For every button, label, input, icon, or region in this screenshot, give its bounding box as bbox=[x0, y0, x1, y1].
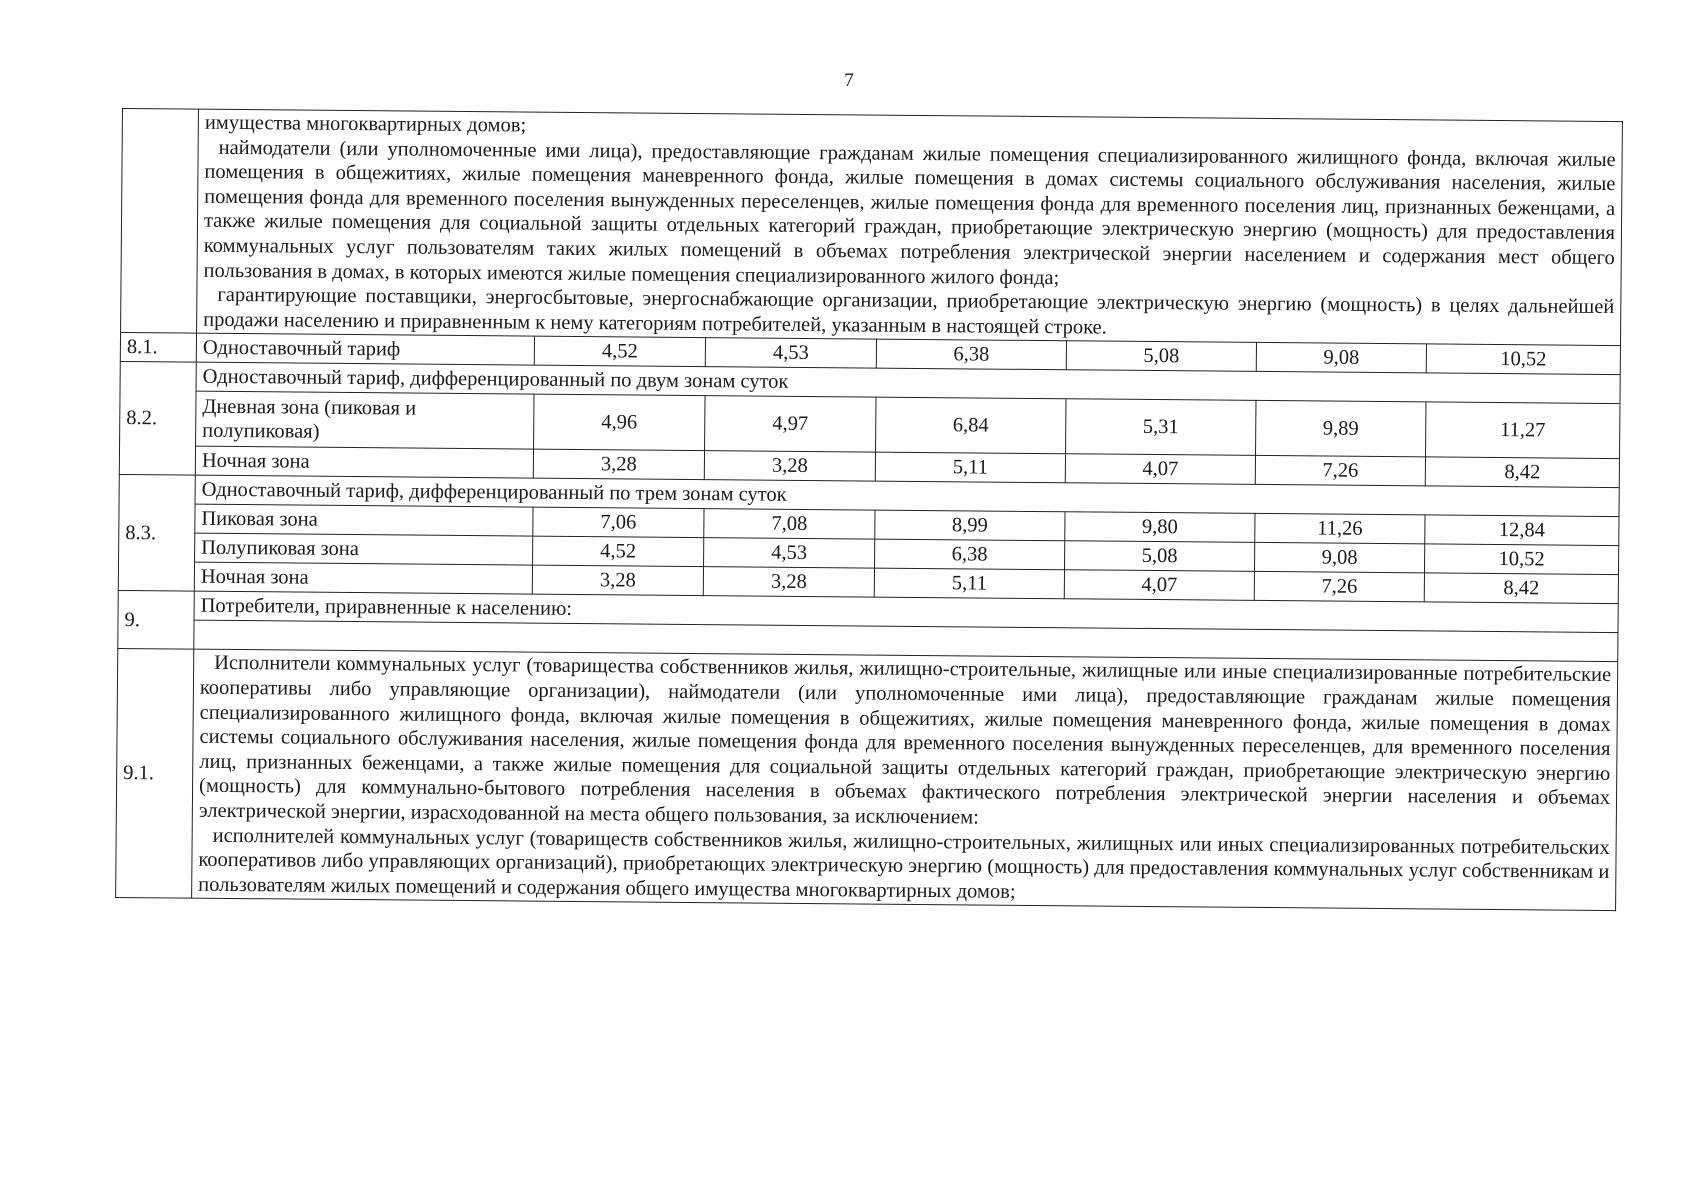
value-cell: 7,08 bbox=[704, 509, 875, 539]
row-9-1-text-cell bbox=[192, 649, 1618, 910]
section-header: Одноставочный тариф, дифференцированный по трем зонам суток bbox=[195, 475, 1619, 516]
value-cell: 11,27 bbox=[1426, 402, 1620, 459]
intro-paragraph: имущества многоквартирных домов; bbox=[204, 111, 527, 137]
value-cell: 8,42 bbox=[1425, 457, 1619, 488]
value-cell: 4,53 bbox=[704, 538, 875, 568]
value-cell: 3,28 bbox=[533, 449, 704, 479]
value-cell: 10,52 bbox=[1426, 344, 1620, 375]
value-cell: 9,08 bbox=[1254, 543, 1424, 573]
row-9-1-paragraph: Исполнители коммунальных услуг (товарищества собственников жилья, жилищно-строительные, жилищные или иные специализированные потребительские кооперативы либо управляющие организации), наймодатели (или уполномоченные ими лица), предоставляющие гражданам жилые помещения специализированного жилищного фонда, включая жилые помещения в общежитиях, жилые помещения маневренного фонда, жилые помещения в домах системы социального обслуживания населения, жилые помещения фонда для временного поселения вынужденных переселенцев, для временного поселения лиц, признанных беженцами, а также жилые помещения для социальной защиты отдельных категорий граждан, приобретающие электрическую энергию (мощность) для коммунально-бытового потребления населения в объемах фактического потребления электрической энергии населения и объемах электрической энергии, израсходованной на места общего пользования, за исключением: bbox=[198, 652, 1612, 829]
page-number: 7 bbox=[844, 70, 854, 91]
zone-label: Ночная зона bbox=[195, 446, 533, 478]
value-cell: 6,38 bbox=[876, 339, 1066, 370]
value-cell: 4,97 bbox=[705, 396, 876, 452]
row-number: 8.2. bbox=[119, 362, 196, 476]
zone-label: Дневная зона (пиковая и полупиковая) bbox=[196, 392, 534, 450]
value-cell: 9,80 bbox=[1065, 512, 1255, 543]
value-cell: 4,96 bbox=[534, 394, 705, 450]
section-header: Одноставочный тариф, дифференцированный по двум зонам суток bbox=[196, 363, 1620, 404]
intro-paragraph: наймодатели (или уполномоченные ими лица), предоставляющие гражданам жилые помещения специализированного жилищного фонда, включая жилые помещения в общежитиях, жилые помещения маневренного фонда, жилые помещения в домах системы социального обслуживания населения, жилые помещения фонда для временного поселения вынужденных переселенцев, жилые помещения фонда для временного поселения лиц, признанных беженцами, а также жилые помещения для социальной защиты отдельных категорий граждан, приобретающие электрическую энергию (мощность) для предоставления коммунальных услуг пользователям таких жилых помещений в объемах потребления электрической энергии населением и содержания мест общего пользования в домах, в которых имеются жилые помещения специализированного жилого фонда; bbox=[203, 136, 1616, 289]
value-cell: 5,11 bbox=[874, 568, 1064, 599]
value-cell: 9,08 bbox=[1256, 343, 1426, 373]
value-cell: 4,52 bbox=[534, 336, 705, 366]
value-cell: 3,28 bbox=[704, 451, 875, 481]
row-number-empty bbox=[121, 109, 199, 334]
table-row-9-1 bbox=[116, 649, 1618, 911]
value-cell: 4,53 bbox=[705, 338, 876, 368]
value-cell: 5,08 bbox=[1066, 341, 1256, 372]
value-cell: 5,08 bbox=[1065, 541, 1255, 572]
value-cell: 8,99 bbox=[875, 510, 1065, 541]
value-cell: 3,28 bbox=[703, 567, 874, 597]
tariff-table-sheet bbox=[115, 108, 1622, 911]
row-number: 9. bbox=[118, 591, 195, 650]
value-cell: 5,31 bbox=[1066, 399, 1256, 456]
zone-label: Пиковая зона bbox=[195, 504, 533, 536]
value-cell: 4,52 bbox=[533, 536, 704, 566]
value-cell: 9,89 bbox=[1256, 401, 1426, 457]
value-cell: 10,52 bbox=[1424, 544, 1618, 575]
row-9-1-paragraph: исполнителей коммунальных услуг (товариществ собственников жилья, жилищно-строительных, жилищных или иных специализированных потребительских кооперативов либо управляющих организаций), приобретающих электрическую энергию (мощность) для предоставления коммунальных услуг собственникам и пользователям жилых помещений и содержания общего имущества многоквартирных домов; bbox=[198, 824, 1610, 903]
tariff-table bbox=[115, 108, 1623, 911]
row-number: 8.1. bbox=[120, 333, 196, 363]
value-cell: 7,06 bbox=[533, 507, 704, 537]
value-cell: 4,07 bbox=[1064, 570, 1254, 601]
row-number: 8.3. bbox=[118, 475, 195, 592]
value-cell: 7,26 bbox=[1254, 572, 1424, 602]
value-cell: 6,38 bbox=[875, 539, 1065, 570]
intro-paragraph: гарантирующие поставщики, энергосбытовые, энергоснабжающие организации, приобретающие электрическую энергию (мощность) в целях дальнейшей продажи населению и приравненным к нему категориям потребителей, указанным в настоящей строке. bbox=[203, 283, 1615, 339]
value-cell: 11,26 bbox=[1255, 514, 1425, 544]
section-header: Потребители, приравненные к населению: bbox=[194, 591, 1618, 632]
value-cell: 5,11 bbox=[875, 452, 1065, 483]
value-cell: 3,28 bbox=[532, 565, 703, 595]
table-row-intro bbox=[121, 109, 1623, 346]
zone-label: Полупиковая зона bbox=[195, 533, 533, 565]
row-number: 9.1. bbox=[116, 649, 194, 899]
intro-text-cell bbox=[197, 109, 1623, 346]
value-cell: 12,84 bbox=[1425, 515, 1619, 546]
value-cell: 7,26 bbox=[1255, 456, 1425, 486]
value-cell: 4,07 bbox=[1065, 454, 1255, 485]
value-cell: 6,84 bbox=[876, 397, 1066, 454]
zone-label: Ночная зона bbox=[194, 562, 532, 594]
value-cell: 8,42 bbox=[1424, 573, 1618, 604]
tariff-label: Одноставочный тариф bbox=[196, 334, 534, 366]
